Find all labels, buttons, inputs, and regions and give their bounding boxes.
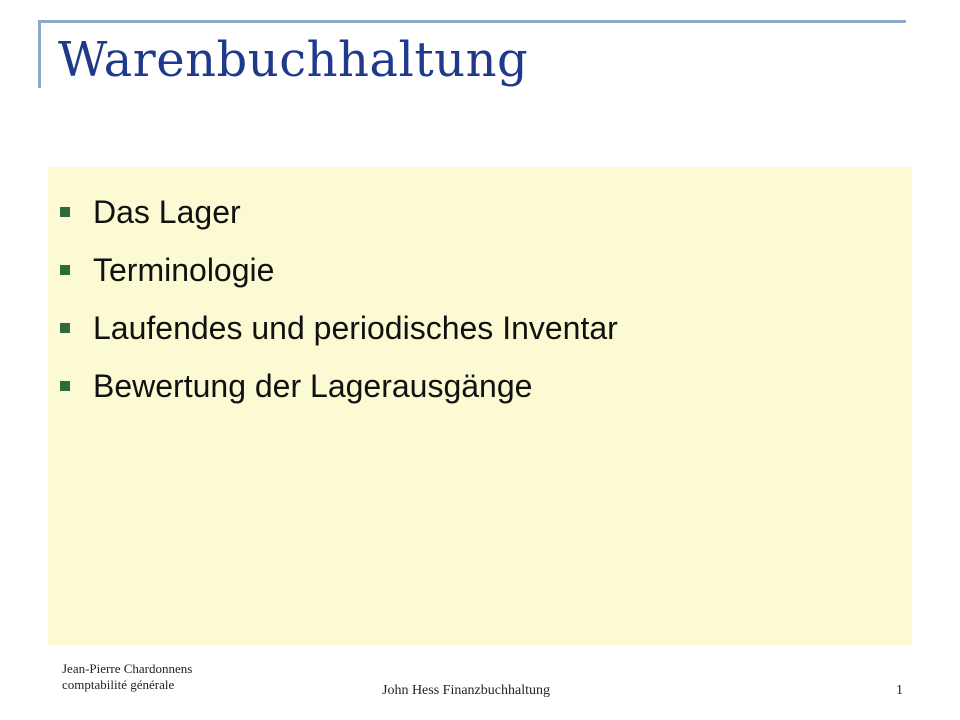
square-bullet-icon <box>60 323 70 333</box>
bullet-text: Das Lager <box>93 193 241 230</box>
bullet-list <box>60 183 618 415</box>
bullet-item <box>60 183 618 241</box>
frame-top-line <box>38 20 906 23</box>
bullet-text: Bewertung der Lagerausgänge <box>93 367 533 404</box>
square-bullet-icon <box>60 207 70 217</box>
footer-author-course: comptabilité générale <box>62 677 175 692</box>
page-number: 1 <box>896 683 903 698</box>
square-bullet-icon <box>60 265 70 275</box>
square-bullet-icon <box>60 381 70 391</box>
content-box <box>48 167 912 645</box>
footer-center-text: John Hess Finanzbuchhaltung <box>382 683 550 698</box>
bullet-text: Terminologie <box>93 251 275 288</box>
bullet-item <box>60 357 618 415</box>
bullet-item <box>60 299 618 357</box>
slide-title: Warenbuchhaltung <box>58 32 529 88</box>
bullet-text: Laufendes und periodisches Inventar <box>93 309 618 346</box>
bullet-item <box>60 241 618 299</box>
frame-left-line <box>38 20 41 88</box>
footer-author-name: Jean-Pierre Chardonnens <box>62 661 193 676</box>
footer-author <box>62 661 192 693</box>
